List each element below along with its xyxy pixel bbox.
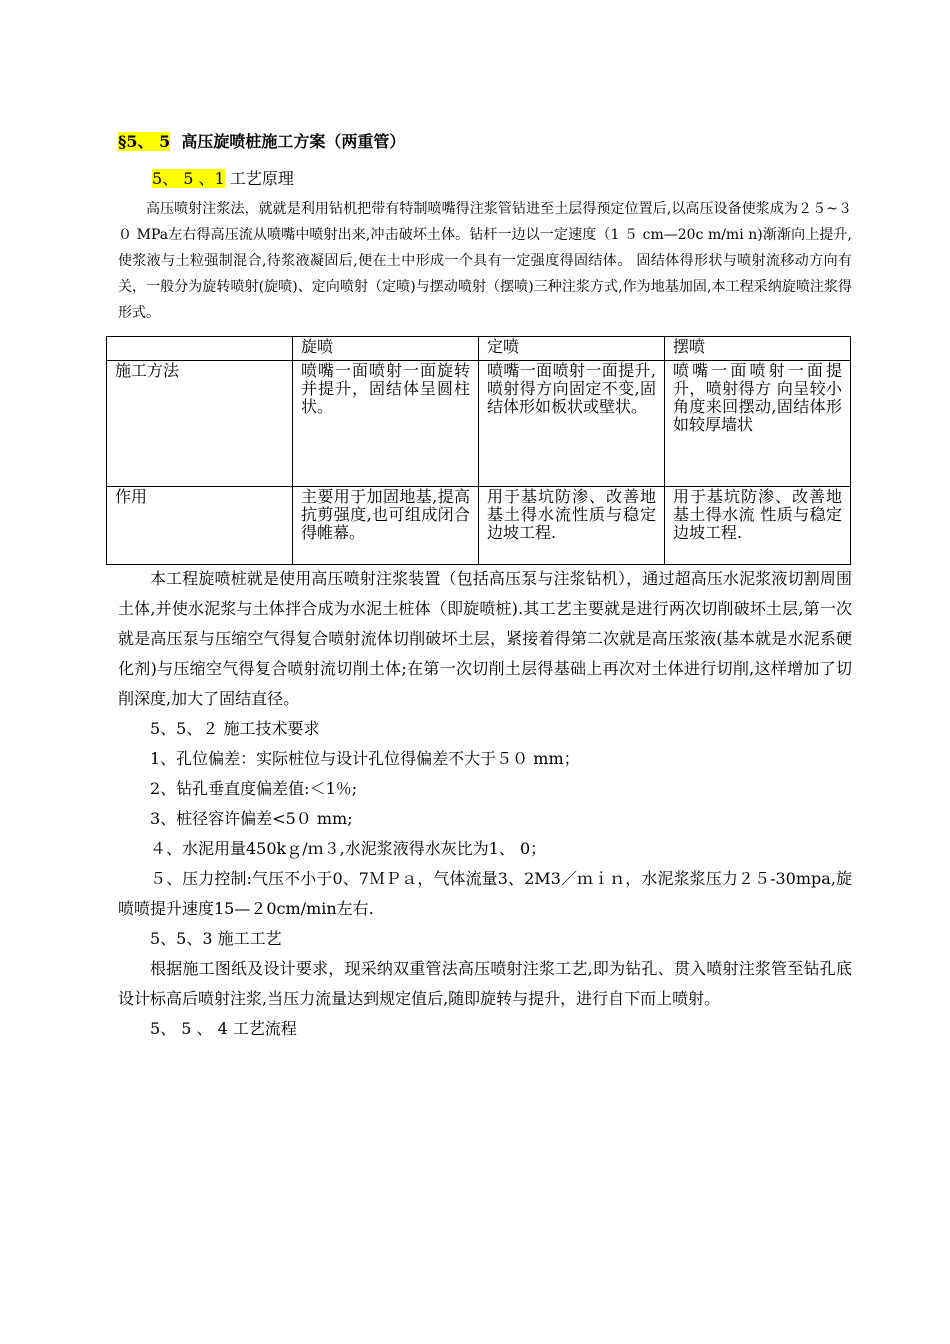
subsection-heading — [152, 168, 294, 190]
subsection-number-highlight: 5、 5 、1 — [152, 169, 225, 188]
table-row — [107, 487, 851, 565]
list-item: ５、压力控制:气压不小于0、7ＭＰａ，气体流量3、2M3／ｍｉｎ，水泥浆浆压力２５-30mpa,旋喷喷提升速度15—２0cm/min左右. — [118, 869, 852, 918]
spray-method-table — [106, 336, 851, 565]
table-cell: 喷嘴一面喷射一面提升,喷射得方向固定不变,固结体形如板状或壁状。 — [479, 361, 665, 487]
table-header-cell: 定喷 — [479, 337, 665, 361]
body-text — [118, 564, 852, 1044]
table-header-cell: 摆喷 — [665, 337, 851, 361]
row-label: 施工方法 — [107, 361, 293, 487]
table-cell: 喷嘴一面喷射一面旋转并提升，固结体呈圆柱状。 — [293, 361, 479, 487]
intro-paragraph: 高压喷射注浆法，就就是利用钻机把带有特制喷嘴得注浆管钻进至土层得预定位置后,以高压设备使浆成为２５~３０ MPa左右得高压流从喷嘴中喷射出来,冲击破坏土体。钻杆一边以一定速度（1 ５ cm—20c m/mi n)渐渐向上提升,使浆液与土粒强制混合,待浆液凝固后,便在土中形成一个具有一定强度得固结体。 固结体得形状与喷射流移动方向有关，一般分为旋转喷射(旋喷)、定向喷射（定喷)与摆动喷射（摆喷)三种注浆方式,作为地基加固,本工程采纳旋喷注浆得形式。 — [118, 201, 852, 321]
subsection-heading-3: 5、5、3 施工工艺 — [150, 929, 282, 948]
paragraph: 本工程旋喷桩就是使用高压喷射注浆装置（包括高压泵与注浆钻机），通过超高压水泥浆液切割周围土体,并使水泥浆与土体拌合成为水泥土桩体（即旋喷桩).其工艺主要就是进行两次切削破坏土层,第一次就是高压泵与压缩空气得复合喷射流体切削破坏土层，紧接着得第二次就是高压浆液(基本就是水泥系硬化剂)与压缩空气得复合喷射流切削土体;在第一次切削土层得基础上再次对土体进行切削,这样增加了切削深度,加大了固结直径。 — [118, 569, 852, 708]
list-item: 2、钻孔垂直度偏差值:＜1％; — [150, 779, 358, 798]
subsection-heading-2: 5、5、２ 施工技术要求 — [150, 719, 320, 738]
table-cell: 主要用于加固地基,提高抗剪强度,也可组成闭合得帷幕。 — [293, 487, 479, 565]
table-header-row — [107, 337, 851, 361]
section-heading — [118, 131, 405, 153]
table-cell: 喷嘴一面喷射一面提升，喷射得方 向呈较小角度来回摆动,固结体形 如较厚墙状 — [665, 361, 851, 487]
subsection-title: 工艺原理 — [229, 169, 294, 188]
paragraph: 根据施工图纸及设计要求，现采纳双重管法高压喷射注浆工艺,即为钻孔、贯入喷射注浆管至钻孔底设计标高后喷射注浆,当压力流量达到规定值后,随即旋转与提升，进行自下而上喷射。 — [118, 959, 852, 1008]
table-cell: 用于基坑防渗、改善地基土得水流性质与稳定边坡工程. — [479, 487, 665, 565]
table-row — [107, 361, 851, 487]
row-label: 作用 — [107, 487, 293, 565]
subsection-heading-4: 5、 5 、 4 工艺流程 — [150, 1019, 297, 1038]
table-header-cell: 旋喷 — [293, 337, 479, 361]
section-title: 高压旋喷桩施工方案（两重管） — [181, 132, 406, 151]
list-item: 3、桩径容许偏差<5０ mm; — [150, 809, 353, 828]
table-header-cell — [107, 337, 293, 361]
section-number-highlight: §5、 5 — [118, 132, 171, 151]
list-item: ４、水泥用量450kｇ/ｍ３,水泥浆液得水灰比为1、 0； — [150, 839, 547, 858]
list-item: 1、孔位偏差：实际桩位与设计孔位得偏差不大于５０ mm； — [150, 749, 580, 768]
table-cell: 用于基坑防渗、改善地基土得水流 性质与稳定边坡工程. — [665, 487, 851, 565]
